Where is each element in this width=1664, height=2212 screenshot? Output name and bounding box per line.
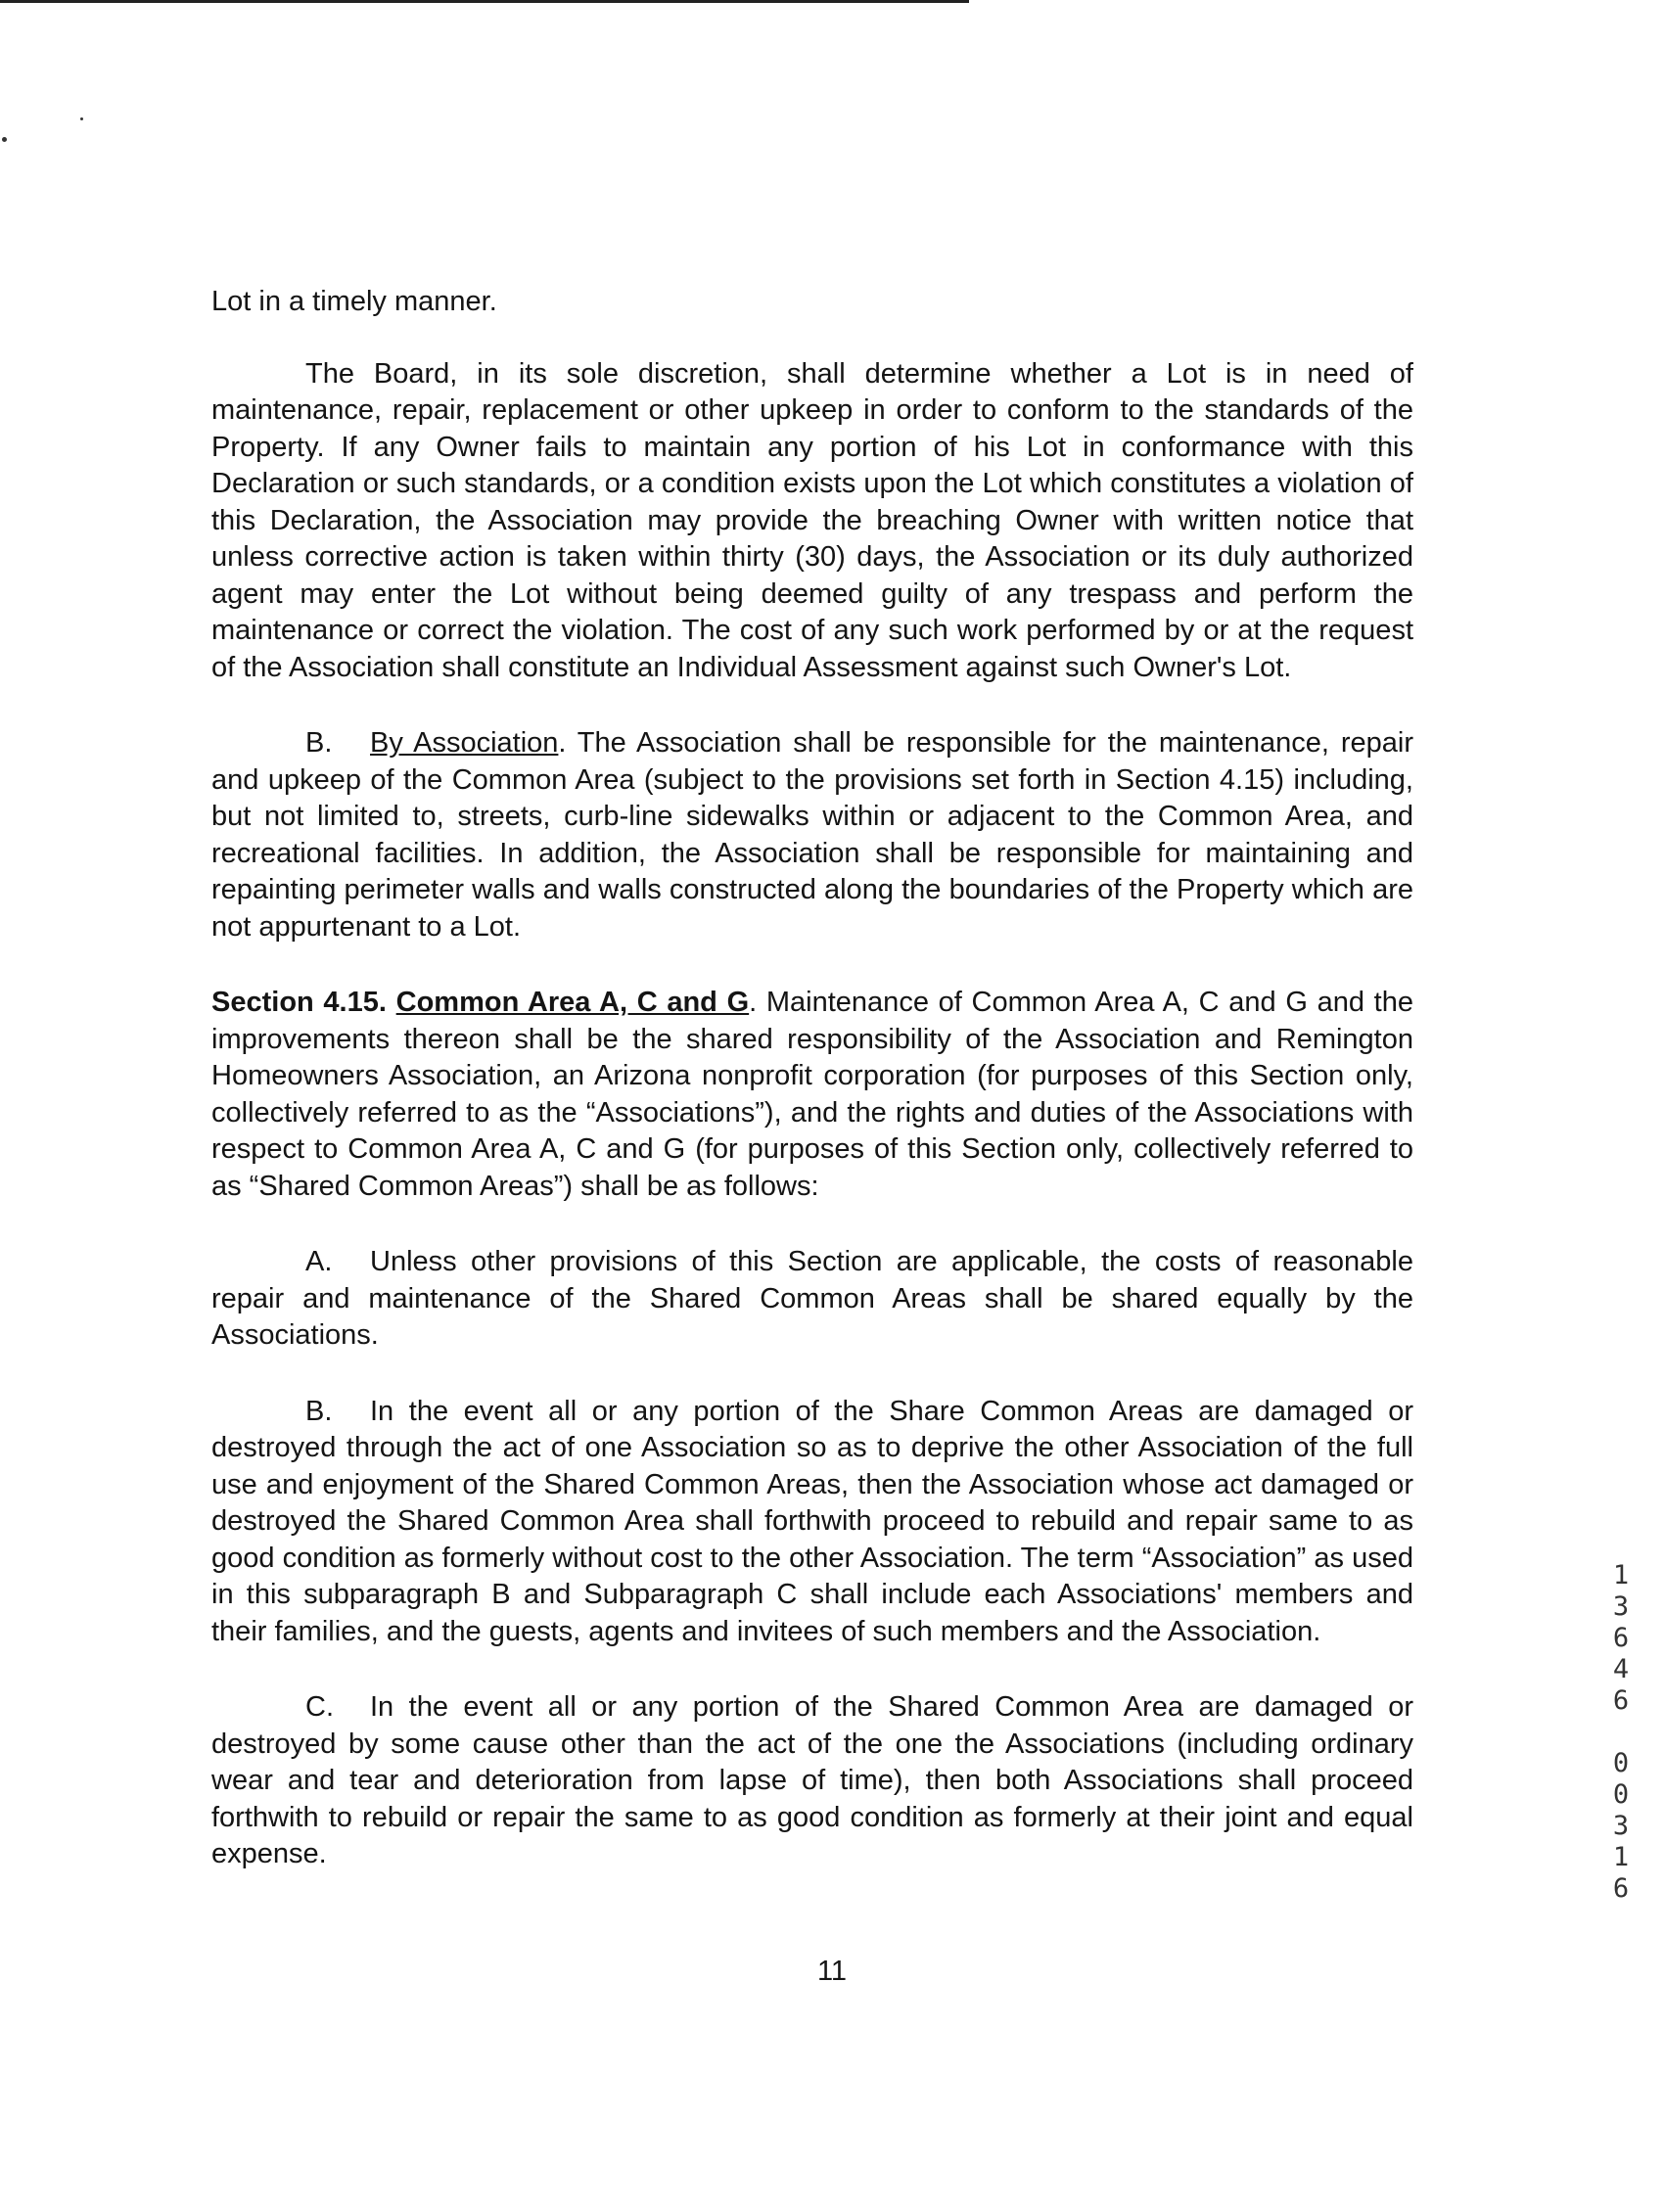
section-4-15-paragraph — [211, 985, 1413, 1205]
section-title: Common Area A, C and G — [395, 987, 750, 1018]
subparagraph-text: Unless other provisions of this Section are applicable, the costs of reasonable repair and maintenance of the Shared Common Areas shall be shared equally by the Associations. — [211, 1246, 1413, 1351]
subparagraph-b — [211, 1394, 1413, 1651]
by-association-heading: By Association — [370, 727, 559, 759]
board-paragraph: The Board, in its sole discretion, shall determine whether a Lot is in need of maintenance, repair, replacement or other upkeep in order to conform to the standards of the Property. If any Owner fails to maintain any portion of his Lot in conformance with this Declaration or such standards, or a condition exists upon the Lot which constitutes a violation of this Declaration, the Association may provide the breaching Owner with written notice that unless corrective action is taken within thirty (30) days, the Association or its duly authorized agent may enter the Lot without being deemed guilty of any trespass and perform the maintenance or correct the violation. The cost of any such work performed by or at the request of the Association shall constitute an Individual Assessment against such Owner's Lot. — [211, 357, 1413, 683]
top-scan-rule — [0, 0, 969, 3]
scan-speck — [80, 117, 83, 120]
scan-speck — [2, 137, 7, 142]
section-number: Section 4.15. — [211, 987, 387, 1018]
page-number: 11 — [816, 1956, 848, 1987]
subparagraph-label: A. — [305, 1246, 333, 1277]
section-body: . Maintenance of Common Area A, C and G and the improvements thereon shall be the shared responsibility of the Association and Remington Homeowners Association, an Arizona nonprofit corporation (for purposes of this Section only, collectively referred to as the “Associations”), and the rights and duties of the Associations with respect to Common Area A, C and G (for purposes of this Section only, collectively referred to as “Shared Common Areas”) shall be as follows: — [211, 987, 1413, 1202]
by-association-body: . The Association shall be responsible for the maintenance, repair and upkeep of the Common Area (subject to the provisions set forth in Section 4.15) including, but not limited to, streets, curb-line sidewalks within or adjacent to the Common Area, and recreational facilities. In addition, the Association shall be responsible for maintaining and repainting perimeter walls and walls constructed along the boundaries of the Property which are not appurtenant to a Lot. — [211, 727, 1413, 943]
subparagraph-label: C. — [305, 1691, 334, 1723]
subparagraph-c — [211, 1689, 1413, 1873]
document-body — [211, 284, 1413, 1873]
subparagraph-label: B. — [305, 1395, 333, 1427]
continuation-line: Lot in a timely manner. — [211, 286, 497, 317]
by-association-paragraph — [211, 725, 1413, 945]
subparagraph-a — [211, 1244, 1413, 1355]
subparagraph-text: In the event all or any portion of the Shared Common Area are damaged or destroyed by some cause other than the act of the one the Associations (including ordinary wear and tear and deterioration from lapse of time), then both Associations shall proceed forthwith to rebuild or repair the same to as good condition as formerly at their joint and equal expense. — [211, 1691, 1413, 1869]
subparagraph-label: B. — [305, 727, 333, 759]
recording-stamp: 1 3 6 4 6 0 0 3 1 6 — [1612, 1560, 1630, 1904]
subparagraph-text: In the event all or any portion of the Share Common Areas are damaged or destroyed through the act of one Association so as to deprive the other Association of the full use and enjoyment of the Shared Common Areas, then the Association whose act damaged or destroyed the Shared Common Area shall forthwith proceed to rebuild and repair same to as good condition as formerly without cost to the other Association. The term “Association” as used in this subparagraph B and Subparagraph C shall include each Associations' members and their families, and the guests, agents and invitees of such members and the Association. — [211, 1395, 1413, 1647]
